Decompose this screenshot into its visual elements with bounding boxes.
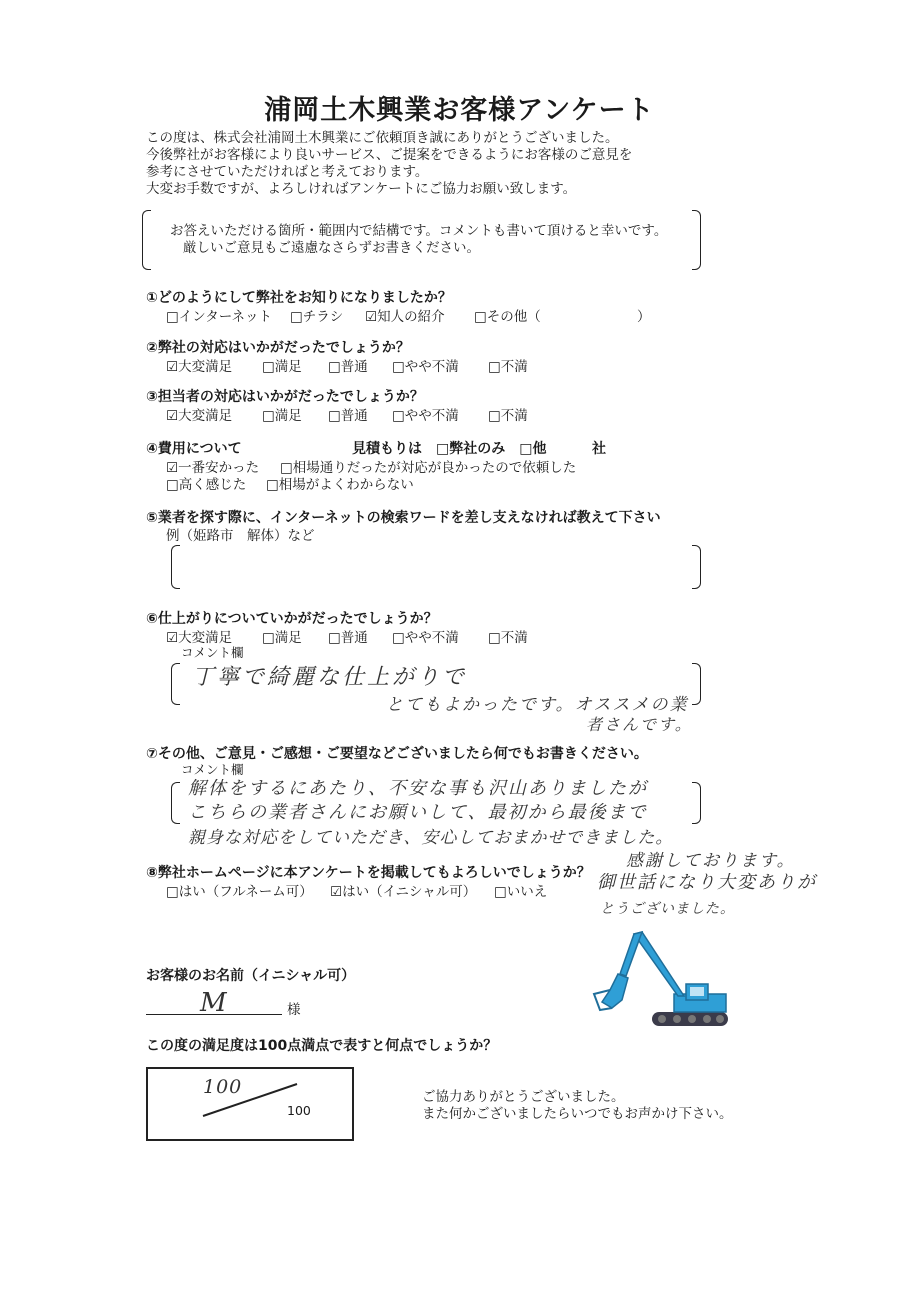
q5-bracket-left	[171, 545, 180, 589]
q2-option-slightly-dissatisfied[interactable]: □やや不満	[392, 359, 459, 375]
q6-option-neutral[interactable]: □普通	[328, 630, 368, 646]
q4-option-unknown[interactable]: □相場がよくわからない	[266, 477, 414, 493]
q4-option-market-price[interactable]: □相場通りだったが対応が良かったので依頼した	[280, 460, 577, 476]
score-value: 100	[203, 1076, 243, 1098]
q7-bracket-right	[692, 782, 701, 824]
q7-comment-line-6: とうございました。	[600, 901, 735, 917]
q6-bracket-right	[692, 663, 701, 705]
q3-option-slightly-dissatisfied[interactable]: □やや不満	[392, 408, 459, 424]
q6-question: ⑥仕上がりについていかがだったでしょうか？	[146, 611, 438, 627]
excavator-drawing	[582, 924, 732, 1034]
intro-line-2: 今後弊社がお客様により良いサービス、ご提案をできるようにお客様のご意見を	[146, 147, 633, 163]
q8-option-fullname[interactable]: □はい（フルネーム可）	[166, 884, 313, 900]
intro-line-1: この度は、株式会社浦岡土木興業にご依頼頂き誠にありがとうございました。	[146, 130, 619, 146]
notice-bracket-left	[142, 210, 151, 270]
q1-option-internet[interactable]: □インターネット	[166, 309, 273, 325]
q3-question: ③担当者の対応はいかがだったでしょうか？	[146, 389, 424, 405]
q6-comment-label: コメント欄	[181, 645, 244, 660]
q7-comment-line-4: 感謝しております。	[626, 851, 796, 871]
thanks-line-2: また何かございましたらいつでもお声かけ下さい。	[422, 1106, 733, 1122]
q7-question: ⑦その他、ご意見・ご感想・ご要望などございましたら何でもお書きください。	[146, 746, 648, 762]
notice-line-2: 厳しいご意見もご遠慮なさらずお書きください。	[183, 240, 480, 256]
q7-comment-line-2: こちらの業者さんにお願いして、最初から最後まで	[188, 802, 648, 823]
q3-option-dissatisfied[interactable]: □不満	[488, 408, 528, 424]
q5-question: ⑤業者を探す際に、インターネットの検索ワードを差し支えなければ教えて下さい	[146, 510, 661, 526]
q4-question: ④費用について	[146, 441, 242, 457]
q7-bracket-left	[171, 782, 180, 824]
name-suffix: 様	[287, 1002, 301, 1018]
score-question: この度の満足度は100点満点で表すと何点でしょうか？	[146, 1038, 498, 1054]
q4-option-expensive[interactable]: □高く感じた	[166, 477, 247, 493]
q4-estimate[interactable]: 見積もりは □弊社のみ □他	[352, 441, 547, 457]
q4-option-cheapest[interactable]: ☑一番安かった	[166, 460, 260, 476]
name-label: お客様のお名前（イニシャル可）	[146, 968, 356, 984]
q2-option-dissatisfied[interactable]: □不満	[488, 359, 528, 375]
q2-option-satisfied[interactable]: □満足	[262, 359, 302, 375]
score-max: 100	[287, 1103, 311, 1118]
notice-line-1: お答えいただける箇所・範囲内で結構です。コメントも書いて頂けると幸いです。	[170, 223, 668, 239]
q6-option-very-satisfied[interactable]: ☑大変満足	[166, 630, 233, 646]
q8-question: ⑧弊社ホームページに本アンケートを掲載してもよろしいでしょうか？	[146, 865, 591, 881]
intro-line-3: 参考にさせていただければと考えております。	[146, 164, 429, 180]
q2-option-neutral[interactable]: □普通	[328, 359, 368, 375]
q1-option-flyer[interactable]: □チラシ	[290, 309, 344, 325]
q6-comment-line-3: 者さんです。	[586, 715, 693, 734]
q5-bracket-right	[692, 545, 701, 589]
q3-option-very-satisfied[interactable]: ☑大変満足	[166, 408, 233, 424]
notice-bracket-right	[692, 210, 701, 270]
q6-option-slightly-dissatisfied[interactable]: □やや不満	[392, 630, 459, 646]
q8-option-no[interactable]: □いいえ	[494, 884, 548, 900]
name-value[interactable]: M	[200, 988, 230, 1018]
q3-option-neutral[interactable]: □普通	[328, 408, 368, 424]
thanks-line-1: ご協力ありがとうございました。	[422, 1089, 625, 1105]
q6-comment-line-2: とてもよかったです。オススメの業	[386, 695, 689, 715]
q8-option-initials[interactable]: ☑はい（イニシャル可）	[330, 884, 477, 900]
q6-option-dissatisfied[interactable]: □不満	[488, 630, 528, 646]
excavator-arm	[620, 932, 642, 976]
intro-line-4: 大変お手数ですが、よろしければアンケートにご協力お願い致します。	[146, 181, 577, 197]
q7-comment-line-1: 解体をするにあたり、不安な事も沢山ありましたが	[188, 778, 648, 799]
q7-comment-label: コメント欄	[181, 762, 244, 777]
q1-option-other-close: ）	[637, 309, 651, 325]
q6-comment-line-1: 丁寧で綺麗な仕上がりで	[192, 665, 468, 690]
q4-estimate-suffix: 社	[592, 441, 606, 457]
q7-comment-line-5: 御世話になり大変ありが	[597, 872, 817, 893]
q7-comment-line-3: 親身な対応をしていただき、安心しておまかせできました。	[188, 828, 674, 848]
q5-example: 例（姫路市 解体）など	[166, 528, 315, 544]
survey-title: 浦岡土木興業お客様アンケート	[264, 95, 655, 126]
q1-option-referral[interactable]: ☑知人の紹介	[365, 309, 445, 325]
q6-bracket-left	[171, 663, 180, 705]
excavator-boom	[634, 932, 684, 996]
q6-option-satisfied[interactable]: □満足	[262, 630, 302, 646]
q2-option-very-satisfied[interactable]: ☑大変満足	[166, 359, 233, 375]
q3-option-satisfied[interactable]: □満足	[262, 408, 302, 424]
q1-question: ①どのようにして弊社をお知りになりましたか？	[146, 290, 452, 306]
q1-option-other[interactable]: □その他（	[474, 309, 541, 325]
q2-question: ②弊社の対応はいかがだったでしょうか？	[146, 340, 410, 356]
